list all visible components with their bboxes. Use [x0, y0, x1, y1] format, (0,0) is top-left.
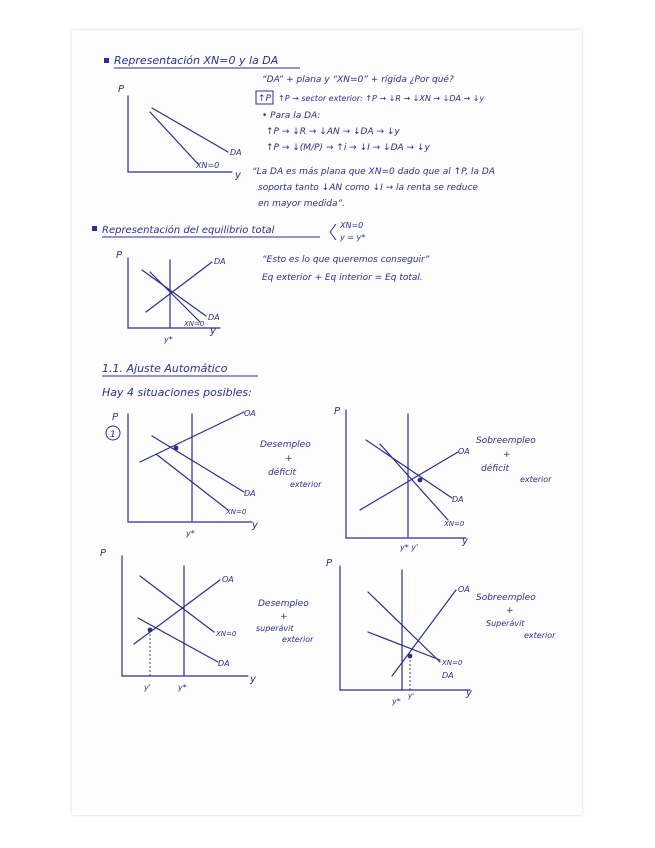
graph-xn-da	[118, 84, 242, 181]
curve-oa	[360, 452, 458, 510]
case-label-3: déficit	[268, 468, 297, 478]
note-quote: “Esto es lo que queremos conseguir”	[262, 255, 430, 265]
brace-icon	[330, 224, 336, 240]
case-label-1: Sobreempleo	[476, 436, 536, 446]
label-da-up: DA	[214, 257, 226, 266]
curve-da	[152, 436, 244, 492]
equilibrium-point	[418, 478, 423, 483]
case-label-4: exterior	[520, 475, 552, 484]
axis-label-y: y	[210, 326, 216, 337]
label-oa: OA	[458, 585, 470, 594]
graph-sobreempleo-superavit	[326, 558, 556, 706]
label-da: DA	[452, 495, 464, 504]
axis-label-p: P	[334, 406, 341, 417]
section3-title: 1.1. Ajuste Automático	[102, 362, 228, 375]
case-label-4: exterior	[290, 480, 322, 489]
label-oa: OA	[458, 447, 470, 456]
bullet-icon	[104, 58, 109, 63]
label-ystar: y*	[392, 697, 401, 706]
note-line-6: “La DA es más plana que XN=0 dado que al ↑P, la DA	[252, 167, 495, 177]
note-line-7: soporta tanto ↓AN como ↓I → la renta se reduce	[258, 183, 478, 193]
curve-oa	[134, 580, 220, 644]
note-line-3: • Para la DA:	[262, 111, 321, 121]
section3-intro: Hay 4 situaciones posibles:	[102, 386, 252, 399]
equilibrium-point	[408, 654, 413, 659]
label-ystar: y*	[186, 529, 195, 538]
label-ystar: y* y'	[400, 543, 419, 552]
axis-label-p: P	[326, 558, 333, 569]
graph-equilibrio-total	[116, 250, 226, 344]
equilibrium-point	[148, 628, 153, 633]
case-label-3: Superávit	[486, 619, 525, 628]
label-xn: XN=0	[444, 520, 465, 528]
label-xn: XN=0	[216, 630, 237, 638]
label-xn: XN=0	[184, 320, 205, 328]
label-da: DA	[244, 489, 256, 498]
case-label-1: Desempleo	[260, 440, 311, 450]
graph-sobreempleo-deficit	[334, 406, 552, 552]
curve-da-down	[142, 270, 206, 316]
case-label-2: +	[506, 606, 514, 616]
note-line-4: ↑P → ↓R → ↓AN → ↓DA → ↓y	[266, 127, 400, 137]
label-da: DA	[218, 659, 230, 668]
axes	[122, 556, 248, 676]
graph-desempleo-superavit	[100, 548, 314, 692]
section2-title: Representación del equilibrio total	[102, 225, 275, 236]
axis-label-y: y	[252, 520, 258, 531]
label-oa: OA	[222, 575, 234, 584]
curve-da	[366, 440, 452, 498]
label-da-down: DA	[208, 313, 220, 322]
case-label-1: Desempleo	[258, 599, 309, 609]
label-yprime: y'	[408, 692, 415, 700]
equilibrium-point	[174, 446, 179, 451]
axis-label-y: y	[466, 688, 472, 699]
axis-label-p: P	[116, 250, 123, 261]
note-line-8: en mayor medida”.	[258, 199, 346, 209]
curve-da-up	[146, 262, 212, 312]
cond-y: y = y*	[340, 233, 366, 242]
axis-label-p: P	[112, 412, 119, 423]
case-label-3: superávit	[256, 624, 294, 633]
note-line-1: “DA” + plana y “XN=0” + rígida ¿Por qué?	[262, 75, 454, 85]
graph-desempleo-deficit	[112, 409, 322, 538]
curve-xn	[368, 632, 440, 660]
case-label-2: +	[285, 454, 293, 464]
label-ystar: y*	[178, 683, 187, 692]
cond-xn: XN=0	[340, 221, 364, 230]
bullet-icon	[92, 226, 97, 231]
curve-xn	[140, 576, 214, 632]
curve-da	[152, 108, 228, 152]
axis-label-y: y	[235, 170, 241, 181]
label-xn: XN=0	[442, 659, 463, 667]
case-label-3: déficit	[481, 464, 510, 474]
axis-label-p: P	[118, 84, 125, 95]
circle-number: 1	[110, 430, 116, 440]
label-xn: XN=0	[196, 161, 220, 170]
label-ystar: y*	[164, 335, 173, 344]
label-xn: XN=0	[226, 508, 247, 516]
boxed-p: ↑P	[258, 94, 271, 104]
axes	[128, 414, 252, 522]
case-label-1: Sobreempleo	[476, 593, 536, 603]
label-oa: OA	[244, 409, 256, 418]
axis-label-p: P	[100, 548, 107, 559]
axis-label-y: y	[462, 536, 468, 547]
label-da: DA	[442, 671, 454, 680]
case-label-4: exterior	[524, 631, 556, 640]
note-eq: Eq exterior + Eq interior = Eq total.	[262, 273, 423, 283]
case-label-2: +	[503, 450, 511, 460]
note-line-5: ↑P → ↓(M/P) → ↑i → ↓I → ↓DA → ↓y	[266, 143, 430, 153]
axis-label-y: y	[250, 674, 256, 685]
curve-xn	[150, 272, 200, 322]
section1-title: Representación XN=0 y la DA	[114, 54, 279, 67]
case-label-2: +	[280, 612, 288, 622]
curve-xn	[380, 444, 448, 520]
case-label-4: exterior	[282, 635, 314, 644]
axes	[346, 410, 466, 538]
note-line-2: ↑P → sector exterior: ↑P → ↓R → ↓XN → ↓DA → ↓y	[278, 94, 485, 103]
label-yprime: y'	[144, 683, 151, 692]
label-da: DA	[230, 148, 242, 157]
curve-xn	[150, 112, 198, 164]
